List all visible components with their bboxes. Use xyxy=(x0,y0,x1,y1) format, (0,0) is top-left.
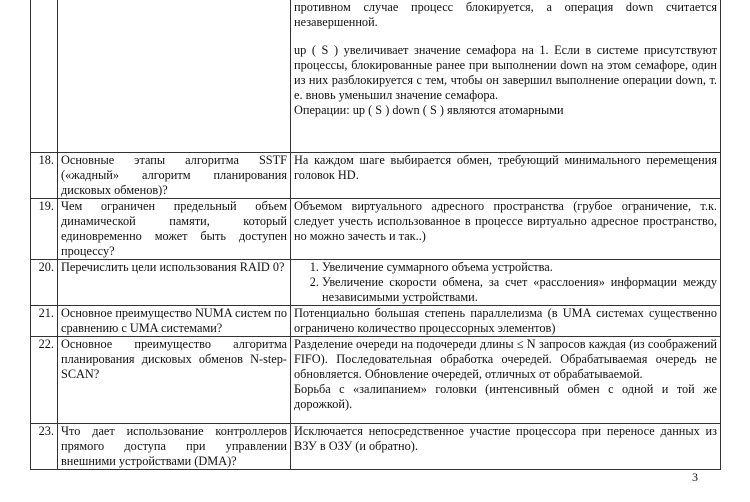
question-text: Чем ограничен предельный объем динамической памяти, который единовременно может быть доступен процессу? xyxy=(58,199,291,260)
question-text: Основное преимущество алгоритма планирования дисковых обменов N-step-SCAN? xyxy=(58,337,291,424)
answer-text: Операции: up ( S ) down ( S ) являются атомарными xyxy=(294,103,564,117)
question-cell xyxy=(58,0,291,153)
row-number: 20. xyxy=(31,260,58,306)
list-item: 1. Увеличение суммарного объема устройства. xyxy=(322,260,717,275)
answer-text: противном случае процесс блокируется, а операция down считается незавершенной. xyxy=(294,0,717,29)
answer-text: На каждом шаге выбирается обмен, требующий минимального перемещения головок HD. xyxy=(291,153,721,199)
question-text: Что дает использование контроллеров прямого доступа при управлении внешними устройствами (DMA)? xyxy=(58,424,291,470)
question-text: Основное преимущество NUMA систем по сравнению с UMA системами? xyxy=(58,306,291,337)
row-number: 22. xyxy=(31,337,58,424)
answer-cell xyxy=(291,0,721,153)
table-row xyxy=(31,199,721,260)
answer-text: up ( S ) увеличивает значение семафора на 1. Если в системе присутствуют процессы, блокированные ранее при выполнении down на этом семафоре, один из них разблокируется с тем, чтобы он завершил выполнение операции down, т. е. вновь уменьшил значение семафора. xyxy=(294,43,717,102)
table-row xyxy=(31,153,721,199)
row-number: 21. xyxy=(31,306,58,337)
answer-cell xyxy=(291,337,721,424)
table-row xyxy=(31,0,721,153)
answer-text: Разделение очереди на подочереди длины ≤ N запросов каждая (из соображений FIFO). Последовательная обработка очередей. Обрабатываемая очередь не обновляется. Обновление очередей, отличных от обрабатываемой. xyxy=(294,337,717,381)
answer-text: Объемом виртуального адресного пространства (грубое ограничение, т.к. следует учесть использованное в процессе виртуально адресное пространство, но можно зачесть и так..) xyxy=(291,199,721,260)
answer-text: Потенциально большая степень параллелизма (в UMA системах существенно ограничено количество процессорных элементов) xyxy=(291,306,721,337)
table-row xyxy=(31,260,721,306)
answer-text: Борьба с «залипанием» головки (интенсивный обмен с одной и той же дорожкой). xyxy=(294,382,717,411)
row-number: 19. xyxy=(31,199,58,260)
answer-text: Исключается непосредственное участие процессора при переносе данных из ВЗУ в ОЗУ (и обратно). xyxy=(291,424,721,470)
question-text: Перечислить цели использования RAID 0? xyxy=(58,260,291,306)
question-text: Основные этапы алгоритма SSTF («жадный» алгоритм планирования дисковых обменов)? xyxy=(58,153,291,199)
page-number: 3 xyxy=(692,470,698,484)
table-row xyxy=(31,424,721,470)
table-row xyxy=(31,306,721,337)
qa-table xyxy=(30,0,721,470)
answer-cell xyxy=(291,260,721,306)
table-row xyxy=(31,337,721,424)
row-number: 23. xyxy=(31,424,58,470)
row-number: 18. xyxy=(31,153,58,199)
answer-list xyxy=(294,260,717,305)
list-item: 2. Увеличение скорости обмена, за счет «расслоения» информации между независимыми устройствами. xyxy=(322,275,717,305)
row-number-cell xyxy=(31,0,58,153)
